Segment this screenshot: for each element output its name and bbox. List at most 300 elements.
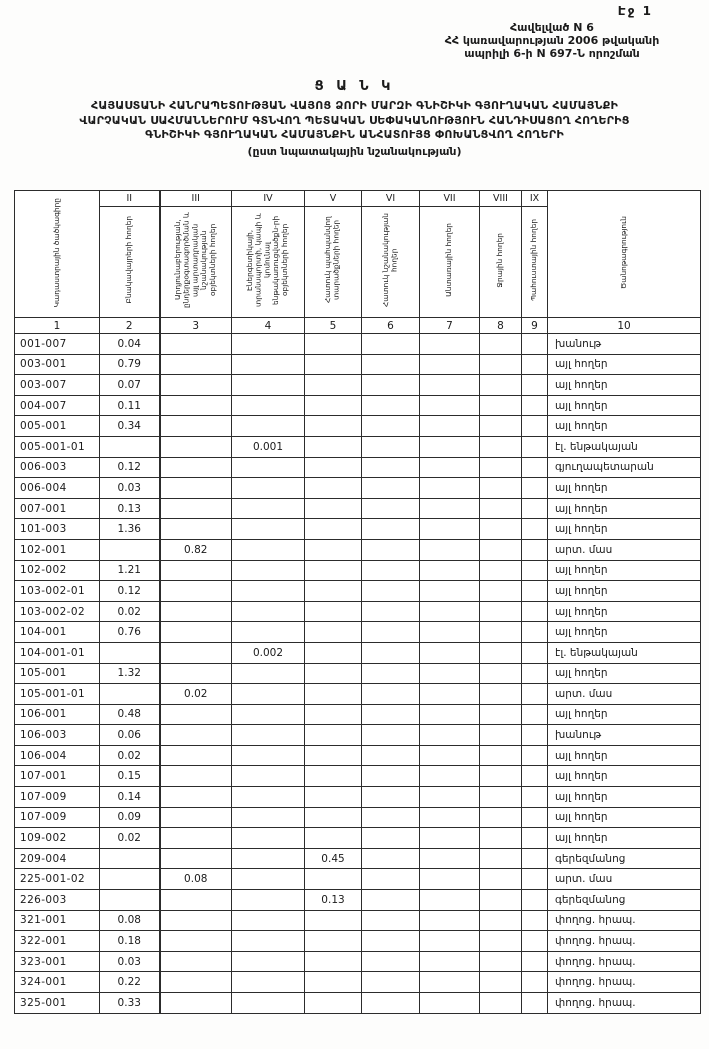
value-cell-settlement: 0.03: [100, 478, 160, 499]
cadastral-code-cell: 325-001: [15, 993, 100, 1014]
value-cell-industrial: [160, 993, 232, 1014]
value-cell-forest: [420, 684, 480, 705]
cadastral-code-cell: 102-002: [15, 560, 100, 581]
value-cell-settlement: 0.79: [100, 354, 160, 375]
value-cell-special: [362, 807, 420, 828]
value-cell-energy-transport: 0.001: [232, 436, 305, 457]
value-cell-water: [480, 704, 522, 725]
table-row: [15, 828, 701, 849]
value-cell-energy-transport: [232, 704, 305, 725]
value-cell-special: [362, 560, 420, 581]
value-cell-reserve: [522, 622, 548, 643]
value-cell-forest: [420, 663, 480, 684]
value-cell-forest: [420, 334, 480, 355]
cadastral-code-cell: 004-007: [15, 395, 100, 416]
value-cell-settlement: 0.48: [100, 704, 160, 725]
index-col-2: 2: [100, 318, 160, 334]
value-cell-reserve: [522, 436, 548, 457]
cadastral-code-cell: 106-004: [15, 745, 100, 766]
value-cell-energy-transport: [232, 807, 305, 828]
appendix-line-1: Հավելված N 6: [510, 21, 594, 34]
cadastral-code-cell: 226-003: [15, 890, 100, 911]
value-cell-protected: [305, 375, 362, 396]
value-cell-protected: [305, 560, 362, 581]
table-row: [15, 663, 701, 684]
value-cell-energy-transport: [232, 910, 305, 931]
value-cell-energy-transport: [232, 766, 305, 787]
value-cell-protected: [305, 622, 362, 643]
value-cell-energy-transport: [232, 560, 305, 581]
cadastral-code-cell: 103-002-01: [15, 581, 100, 602]
table-row: [15, 642, 701, 663]
cadastral-code-cell: 005-001: [15, 416, 100, 437]
table-row: [15, 375, 701, 396]
cadastral-code-cell: 209-004: [15, 848, 100, 869]
value-cell-industrial: [160, 787, 232, 808]
value-cell-settlement: [100, 684, 160, 705]
value-cell-protected: [305, 416, 362, 437]
value-cell-energy-transport: [232, 416, 305, 437]
cadastral-code-cell: 003-001: [15, 354, 100, 375]
value-cell-protected: [305, 807, 362, 828]
column-header-protected-area-lands: Հատուկ պահպանվող տարածքների հողեր: [305, 207, 362, 318]
value-cell-water: [480, 890, 522, 911]
value-cell-special: [362, 993, 420, 1014]
index-col-6: 6: [362, 318, 420, 334]
table-row: [15, 704, 701, 725]
value-cell-forest: [420, 766, 480, 787]
cadastral-code-cell: 321-001: [15, 910, 100, 931]
value-cell-industrial: [160, 560, 232, 581]
value-cell-settlement: 1.32: [100, 663, 160, 684]
value-cell-settlement: 0.11: [100, 395, 160, 416]
table-row: [15, 993, 701, 1014]
table-row: [15, 601, 701, 622]
value-cell-reserve: [522, 334, 548, 355]
table-row: [15, 395, 701, 416]
value-cell-industrial: 0.02: [160, 684, 232, 705]
table-row: [15, 334, 701, 355]
table-row: [15, 787, 701, 808]
value-cell-protected: [305, 642, 362, 663]
value-cell-energy-transport: 0.002: [232, 642, 305, 663]
value-cell-forest: [420, 601, 480, 622]
value-cell-industrial: 0.08: [160, 869, 232, 890]
value-cell-reserve: [522, 663, 548, 684]
value-cell-industrial: [160, 931, 232, 952]
value-cell-energy-transport: [232, 684, 305, 705]
page-number-label: Էջ 1: [617, 4, 653, 18]
value-cell-special: [362, 663, 420, 684]
value-cell-energy-transport: [232, 993, 305, 1014]
value-cell-water: [480, 416, 522, 437]
value-cell-energy-transport: [232, 498, 305, 519]
document-title-block: [0, 79, 709, 158]
value-cell-protected: [305, 581, 362, 602]
index-col-8: 8: [480, 318, 522, 334]
value-cell-industrial: [160, 745, 232, 766]
value-cell-protected: 0.13: [305, 890, 362, 911]
value-cell-special: [362, 416, 420, 437]
column-header-water-lands: Ջրային հողեր: [480, 207, 522, 318]
value-cell-special: [362, 931, 420, 952]
value-cell-special: [362, 848, 420, 869]
value-cell-protected: [305, 519, 362, 540]
value-cell-water: [480, 436, 522, 457]
value-cell-energy-transport: [232, 848, 305, 869]
value-cell-reserve: [522, 745, 548, 766]
note-cell: արտ. մաս: [548, 869, 701, 890]
note-column-label: Ծանոթագրություն: [618, 215, 628, 290]
value-cell-settlement: [100, 539, 160, 560]
value-cell-industrial: [160, 972, 232, 993]
value-cell-industrial: [160, 457, 232, 478]
table-row: [15, 457, 701, 478]
value-cell-forest: [420, 725, 480, 746]
value-cell-settlement: [100, 848, 160, 869]
value-cell-special: [362, 745, 420, 766]
value-cell-reserve: [522, 704, 548, 725]
value-cell-reserve: [522, 478, 548, 499]
index-col-5: 5: [305, 318, 362, 334]
value-cell-special: [362, 890, 420, 911]
value-cell-protected: [305, 395, 362, 416]
value-cell-water: [480, 478, 522, 499]
cadastral-code-cell: 101-003: [15, 519, 100, 540]
table-row: [15, 684, 701, 705]
value-cell-industrial: [160, 766, 232, 787]
title-line-3: ԳՆԻՇԻԿԻ ԳՅՈՒՂԱԿԱՆ ՀԱՄԱՅՆՔԻՆ ԱՆՀԱՏՈՒՅՑ ՓՈԽԱՆՑՎՈՂ ՀՈՂԵՐԻ: [145, 128, 564, 142]
value-cell-water: [480, 622, 522, 643]
column-header-forest-lands: Անտառային հողեր: [420, 207, 480, 318]
value-cell-reserve: [522, 890, 548, 911]
table-row: [15, 436, 701, 457]
table-row: [15, 951, 701, 972]
cadastral-code-cell: 105-001: [15, 663, 100, 684]
numeral-col-9: IX: [522, 191, 548, 207]
note-cell: այլ հողեր: [548, 519, 701, 540]
value-cell-water: [480, 910, 522, 931]
cadastral-code-cell: 322-001: [15, 931, 100, 952]
value-cell-water: [480, 519, 522, 540]
value-cell-water: [480, 745, 522, 766]
cadastral-code-cell: 103-002-02: [15, 601, 100, 622]
value-cell-water: [480, 725, 522, 746]
index-col-4: 4: [232, 318, 305, 334]
value-cell-protected: [305, 931, 362, 952]
value-cell-special: [362, 334, 420, 355]
cadastral-code-cell: 007-001: [15, 498, 100, 519]
value-cell-protected: [305, 684, 362, 705]
value-cell-reserve: [522, 910, 548, 931]
value-cell-protected: 0.45: [305, 848, 362, 869]
value-cell-settlement: 0.76: [100, 622, 160, 643]
value-cell-protected: [305, 436, 362, 457]
value-cell-energy-transport: [232, 539, 305, 560]
value-cell-water: [480, 951, 522, 972]
value-cell-forest: [420, 931, 480, 952]
note-cell: այլ հողեր: [548, 395, 701, 416]
cadastral-code-cell: 107-009: [15, 787, 100, 808]
value-cell-energy-transport: [232, 745, 305, 766]
note-cell: այլ հողեր: [548, 622, 701, 643]
value-cell-industrial: [160, 622, 232, 643]
index-col-1: 1: [15, 318, 100, 334]
value-cell-protected: [305, 539, 362, 560]
value-cell-industrial: [160, 848, 232, 869]
value-cell-industrial: [160, 478, 232, 499]
value-cell-energy-transport: [232, 622, 305, 643]
cadastral-code-cell: 324-001: [15, 972, 100, 993]
value-cell-settlement: 0.03: [100, 951, 160, 972]
value-cell-settlement: 0.08: [100, 910, 160, 931]
title-line-2: ՎԱՐՉԱԿԱՆ ՍԱՀՄԱՆՆԵՐՈՒՄ ԳՏՆՎՈՂ ՊԵՏԱԿԱՆ ՍԵՓԱԿԱՆՈՒԹՅՈՒՆ ՀԱՆԴԻՍԱՑՈՂ ՀՈՂԵՐԻՑ: [79, 113, 630, 127]
value-cell-protected: [305, 910, 362, 931]
cadastral-code-cell: 107-009: [15, 807, 100, 828]
value-cell-forest: [420, 395, 480, 416]
value-cell-protected: [305, 498, 362, 519]
value-cell-settlement: 1.36: [100, 519, 160, 540]
column-header-energy-transport-lands: Էներգետիկայի, տրանսպորտի, կապի և կոմունալ ենթակառուցվածքն-րի օբյեկտների հողեր: [232, 207, 305, 318]
value-cell-forest: [420, 539, 480, 560]
value-cell-special: [362, 684, 420, 705]
value-cell-special: [362, 725, 420, 746]
value-cell-settlement: 0.07: [100, 375, 160, 396]
value-cell-forest: [420, 457, 480, 478]
cadastral-code-cell: 109-002: [15, 828, 100, 849]
table-row: [15, 725, 701, 746]
numeral-col-3: III: [160, 191, 232, 207]
value-cell-reserve: [522, 539, 548, 560]
value-cell-protected: [305, 354, 362, 375]
value-cell-reserve: [522, 993, 548, 1014]
value-cell-energy-transport: [232, 334, 305, 355]
cadastral-code-cell: 105-001-01: [15, 684, 100, 705]
note-cell: խանութ: [548, 725, 701, 746]
value-cell-water: [480, 972, 522, 993]
cadastral-code-cell: 006-003: [15, 457, 100, 478]
value-cell-settlement: [100, 890, 160, 911]
header-index-row: [15, 318, 701, 334]
value-cell-industrial: [160, 910, 232, 931]
value-cell-energy-transport: [232, 354, 305, 375]
value-cell-energy-transport: [232, 787, 305, 808]
value-cell-special: [362, 869, 420, 890]
value-cell-special: [362, 622, 420, 643]
table-row: [15, 869, 701, 890]
value-cell-forest: [420, 416, 480, 437]
value-cell-industrial: [160, 581, 232, 602]
value-cell-special: [362, 395, 420, 416]
value-cell-energy-transport: [232, 972, 305, 993]
value-cell-reserve: [522, 725, 548, 746]
value-cell-special: [362, 951, 420, 972]
table-row: [15, 622, 701, 643]
note-cell: այլ հողեր: [548, 478, 701, 499]
value-cell-forest: [420, 972, 480, 993]
value-cell-energy-transport: [232, 725, 305, 746]
value-cell-protected: [305, 993, 362, 1014]
value-cell-reserve: [522, 766, 548, 787]
column-header-settlement-lands: Բնակավայրերի հողեր: [100, 207, 160, 318]
value-cell-water: [480, 354, 522, 375]
value-cell-industrial: [160, 354, 232, 375]
numeral-col-5: V: [305, 191, 362, 207]
value-cell-settlement: 0.02: [100, 745, 160, 766]
note-cell: այլ հողեր: [548, 416, 701, 437]
value-cell-special: [362, 828, 420, 849]
table-row: [15, 931, 701, 952]
table-row: [15, 745, 701, 766]
value-cell-forest: [420, 745, 480, 766]
value-cell-special: [362, 478, 420, 499]
value-cell-protected: [305, 457, 362, 478]
value-cell-energy-transport: [232, 931, 305, 952]
note-cell: այլ հողեր: [548, 354, 701, 375]
note-cell: այլ հողեր: [548, 766, 701, 787]
value-cell-protected: [305, 972, 362, 993]
value-cell-water: [480, 663, 522, 684]
note-cell: փողոց. հրապ.: [548, 910, 701, 931]
column-header-special-purpose-lands: Հատուկ նշանակության հողեր: [362, 207, 420, 318]
value-cell-water: [480, 601, 522, 622]
value-cell-protected: [305, 787, 362, 808]
value-cell-industrial: [160, 375, 232, 396]
value-cell-energy-transport: [232, 457, 305, 478]
value-cell-special: [362, 581, 420, 602]
note-cell: այլ հողեր: [548, 581, 701, 602]
note-cell: խանութ: [548, 334, 701, 355]
value-cell-industrial: [160, 951, 232, 972]
cadastral-code-label: Կադաստրային ծածկագիրը: [51, 197, 61, 308]
value-cell-settlement: 0.12: [100, 581, 160, 602]
cadastral-code-cell: 106-001: [15, 704, 100, 725]
note-cell: այլ հողեր: [548, 498, 701, 519]
value-cell-special: [362, 601, 420, 622]
value-cell-industrial: [160, 704, 232, 725]
numeral-col-4: IV: [232, 191, 305, 207]
value-cell-energy-transport: [232, 890, 305, 911]
table-row: [15, 807, 701, 828]
value-cell-settlement: 0.18: [100, 931, 160, 952]
value-cell-protected: [305, 745, 362, 766]
value-cell-water: [480, 498, 522, 519]
value-cell-protected: [305, 601, 362, 622]
index-col-3: 3: [160, 318, 232, 334]
table-row: [15, 354, 701, 375]
value-cell-reserve: [522, 848, 548, 869]
value-cell-protected: [305, 828, 362, 849]
value-cell-special: [362, 766, 420, 787]
note-cell: գերեզմանոց: [548, 848, 701, 869]
value-cell-forest: [420, 869, 480, 890]
value-cell-settlement: 0.14: [100, 787, 160, 808]
value-cell-reserve: [522, 642, 548, 663]
value-cell-reserve: [522, 519, 548, 540]
value-cell-settlement: 0.02: [100, 601, 160, 622]
value-cell-water: [480, 931, 522, 952]
value-cell-forest: [420, 354, 480, 375]
value-cell-reserve: [522, 395, 548, 416]
value-cell-industrial: 0.82: [160, 539, 232, 560]
cadastral-code-cell: 006-004: [15, 478, 100, 499]
value-cell-water: [480, 848, 522, 869]
value-cell-reserve: [522, 931, 548, 952]
value-cell-settlement: 0.15: [100, 766, 160, 787]
appendix-line-3: ապրիլի 6-ի N 697-Ն որոշման: [464, 47, 640, 61]
value-cell-reserve: [522, 869, 548, 890]
value-cell-water: [480, 395, 522, 416]
value-cell-industrial: [160, 601, 232, 622]
value-cell-forest: [420, 910, 480, 931]
note-cell: այլ հողեր: [548, 601, 701, 622]
value-cell-water: [480, 539, 522, 560]
value-cell-energy-transport: [232, 478, 305, 499]
cadastral-code-cell: 102-001: [15, 539, 100, 560]
cadastral-code-cell: 104-001-01: [15, 642, 100, 663]
value-cell-forest: [420, 478, 480, 499]
value-cell-energy-transport: [232, 951, 305, 972]
value-cell-reserve: [522, 457, 548, 478]
value-cell-special: [362, 519, 420, 540]
value-cell-reserve: [522, 807, 548, 828]
value-cell-industrial: [160, 807, 232, 828]
note-cell: այլ հողեր: [548, 375, 701, 396]
value-cell-protected: [305, 951, 362, 972]
note-cell: արտ. մաս: [548, 539, 701, 560]
title-line-1: ՀԱՅԱՍՏԱՆԻ ՀԱՆՐԱՊԵՏՈՒԹՅԱՆ ՎԱՅՈՑ ՁՈՐԻ ՄԱՐԶԻ ԳՆԻՇԻԿԻ ԳՅՈՒՂԱԿԱՆ ՀԱՄԱՅՆՔԻ: [90, 99, 618, 112]
index-col-10: 10: [548, 318, 701, 334]
note-cell: էլ. ենթակայան: [548, 642, 701, 663]
value-cell-special: [362, 642, 420, 663]
value-cell-protected: [305, 704, 362, 725]
value-cell-reserve: [522, 828, 548, 849]
value-cell-water: [480, 642, 522, 663]
note-cell: գյուղապետարան: [548, 457, 701, 478]
value-cell-industrial: [160, 642, 232, 663]
numeral-col-2: II: [100, 191, 160, 207]
cadastral-code-cell: 106-003: [15, 725, 100, 746]
value-cell-settlement: [100, 869, 160, 890]
numeral-col-7: VII: [420, 191, 480, 207]
table-row: [15, 560, 701, 581]
value-cell-energy-transport: [232, 519, 305, 540]
value-cell-water: [480, 334, 522, 355]
table-body: [15, 334, 701, 1014]
value-cell-settlement: 0.02: [100, 828, 160, 849]
value-cell-protected: [305, 334, 362, 355]
table-row: [15, 848, 701, 869]
header-numeral-row: [15, 191, 701, 207]
value-cell-water: [480, 993, 522, 1014]
value-cell-settlement: 0.33: [100, 993, 160, 1014]
note-cell: այլ հողեր: [548, 560, 701, 581]
value-cell-industrial: [160, 725, 232, 746]
note-cell: արտ. մաս: [548, 684, 701, 705]
value-cell-forest: [420, 807, 480, 828]
numeral-col-6: VI: [362, 191, 420, 207]
value-cell-water: [480, 457, 522, 478]
table-row: [15, 519, 701, 540]
value-cell-industrial: [160, 416, 232, 437]
land-transfer-table: [14, 190, 701, 1014]
value-cell-forest: [420, 560, 480, 581]
value-cell-energy-transport: [232, 869, 305, 890]
value-cell-settlement: 0.09: [100, 807, 160, 828]
value-cell-reserve: [522, 416, 548, 437]
value-cell-settlement: 1.21: [100, 560, 160, 581]
value-cell-protected: [305, 663, 362, 684]
